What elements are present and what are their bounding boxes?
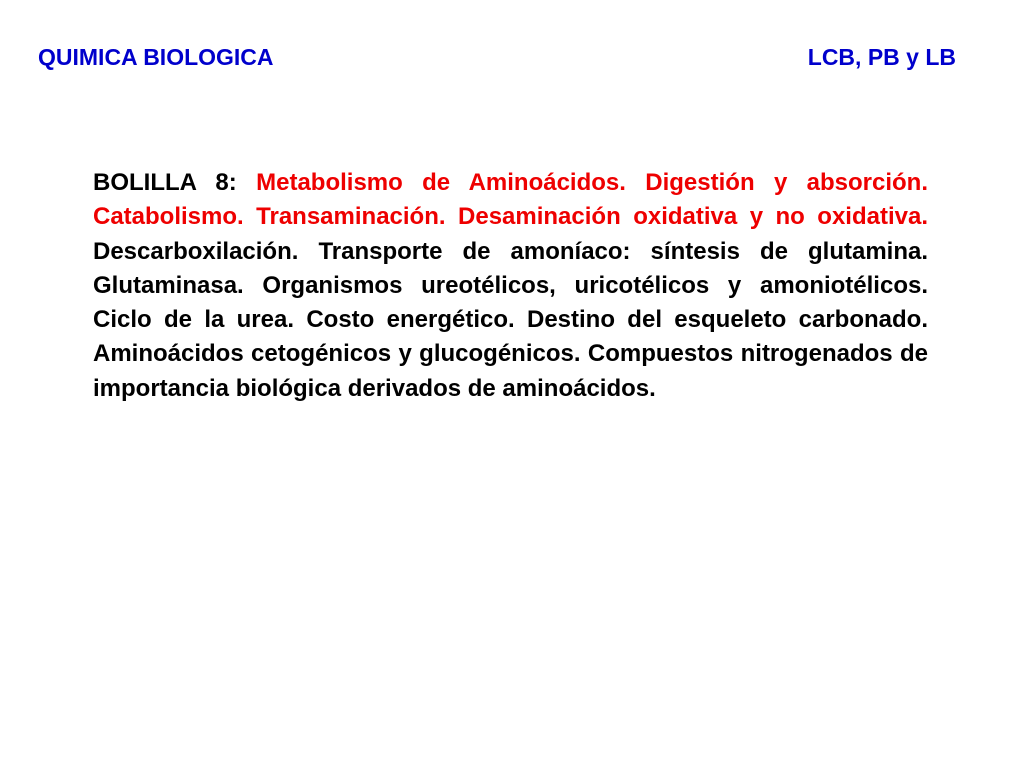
unit-topics: Descarboxilación. Transporte de amoníaco: síntesis de glutamina. Glutaminasa. Organismos ureotélicos, uricotélicos y amoniotélicos. Ciclo de la urea. Costo energético. Destino del esqueleto carbonado. Aminoácidos cetogénicos y glucogénicos. Compuestos nitrogenados de importancia biológica derivados de aminoácidos. [93,237,928,402]
unit-highlighted-topics: Metabolismo de Aminoácidos. Digestión y absorción. Catabolismo. Transaminación. Desaminación oxidativa y no oxidativa. [93,169,928,231]
careers-label: LCB, PB y LB [807,44,956,70]
course-title: QUIMICA BIOLOGICA [38,44,274,70]
syllabus-paragraph [93,166,928,406]
unit-label: BOLILLA 8: [93,169,237,196]
